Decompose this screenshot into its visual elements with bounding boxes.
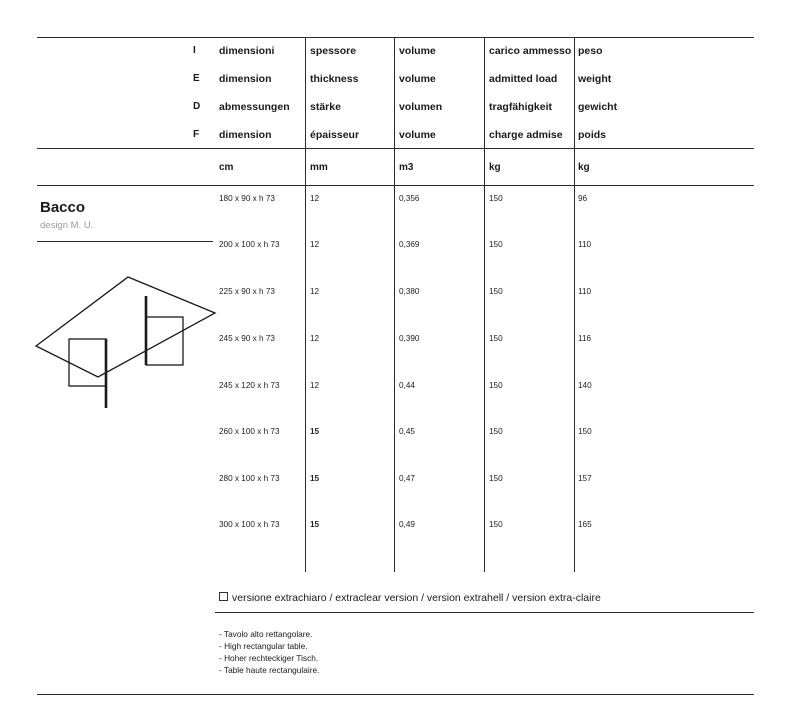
cell-weight: 110	[578, 287, 592, 296]
lang-code: I	[193, 45, 196, 56]
version-note-text: versione extrachiaro / extraclear version / version extrahell / version extra-claire	[232, 592, 601, 604]
units-rule	[37, 185, 754, 186]
table-top-outline	[36, 277, 215, 377]
top-rule	[37, 37, 754, 38]
header-dimension: dimension	[219, 129, 272, 141]
description-line: - Tavolo alto rettangolare.	[219, 629, 313, 639]
cell-thickness: 12	[310, 381, 320, 390]
cell-dimension: 260 x 100 x h 73	[219, 427, 280, 436]
cell-load: 150	[489, 474, 503, 483]
cell-dimension: 280 x 100 x h 73	[219, 474, 280, 483]
header-volume: volume	[399, 129, 436, 141]
cell-weight: 110	[578, 240, 592, 249]
product-designer: design M. U.	[40, 220, 94, 231]
cell-thickness: 15	[310, 427, 320, 436]
product-name: Bacco	[40, 199, 86, 216]
cell-dimension: 300 x 100 x h 73	[219, 520, 280, 529]
header-load: carico ammesso	[489, 45, 572, 57]
cell-volume: 0,356	[399, 194, 420, 203]
lang-code: D	[193, 101, 201, 112]
header-dimension: dimensioni	[219, 45, 275, 57]
cell-volume: 0,45	[399, 427, 415, 436]
cell-dimension: 200 x 100 x h 73	[219, 240, 280, 249]
cell-volume: 0,47	[399, 474, 415, 483]
cell-dimension: 245 x 120 x h 73	[219, 381, 280, 390]
unit-load: kg	[489, 162, 501, 173]
header-load: charge admise	[489, 129, 563, 141]
cell-volume: 0,390	[399, 334, 420, 343]
col-sep-weight	[574, 37, 575, 572]
unit-volume: m3	[399, 162, 414, 173]
header-thickness: spessore	[310, 45, 357, 57]
cell-volume: 0,380	[399, 287, 420, 296]
header-weight: weight	[578, 73, 612, 85]
bottom-rule	[37, 694, 754, 695]
header-thickness: épaisseur	[310, 129, 360, 141]
cell-weight: 96	[578, 194, 588, 203]
header-thickness: stärke	[310, 101, 341, 113]
leg-frame-left	[69, 339, 106, 386]
description-line: - High rectangular table.	[219, 641, 308, 651]
description-line: - Table haute rectangulaire.	[219, 665, 320, 675]
header-volume: volume	[399, 73, 436, 85]
lang-code: F	[193, 129, 200, 140]
lang-code: E	[193, 73, 200, 84]
cell-load: 150	[489, 240, 503, 249]
cell-weight: 150	[578, 427, 592, 436]
unit-dimension: cm	[219, 162, 234, 173]
cell-load: 150	[489, 334, 503, 343]
cell-dimension: 245 x 90 x h 73	[219, 334, 275, 343]
cell-load: 150	[489, 194, 503, 203]
cell-volume: 0,49	[399, 520, 415, 529]
unit-thickness: mm	[310, 162, 328, 173]
header-dimension: abmessungen	[219, 101, 290, 113]
cell-dimension: 180 x 90 x h 73	[219, 194, 275, 203]
cell-thickness: 12	[310, 194, 320, 203]
header-volume: volumen	[399, 101, 443, 113]
header-thickness: thickness	[310, 73, 359, 85]
header-load: tragfähigkeit	[489, 101, 553, 113]
cell-volume: 0,44	[399, 381, 415, 390]
cell-weight: 165	[578, 520, 592, 529]
cell-load: 150	[489, 381, 503, 390]
product-rule	[37, 241, 213, 242]
cell-load: 150	[489, 427, 503, 436]
cell-thickness: 15	[310, 474, 320, 483]
header-weight: poids	[578, 129, 606, 141]
cell-load: 150	[489, 287, 503, 296]
cell-thickness: 12	[310, 287, 320, 296]
table-drawing	[30, 270, 220, 415]
cell-thickness: 12	[310, 240, 320, 249]
unit-weight: kg	[578, 162, 590, 173]
version-note	[219, 592, 601, 604]
cell-volume: 0,369	[399, 240, 420, 249]
cell-weight: 116	[578, 334, 592, 343]
cell-thickness: 15	[310, 520, 320, 529]
description-line: - Hoher rechteckiger Tisch.	[219, 653, 319, 663]
col-sep-volume	[394, 37, 395, 572]
version-rule	[215, 612, 754, 613]
cell-thickness: 12	[310, 334, 320, 343]
cell-load: 150	[489, 520, 503, 529]
col-sep-thickness	[305, 37, 306, 572]
header-weight: gewicht	[578, 101, 618, 113]
header-weight: peso	[578, 45, 603, 57]
cell-dimension: 225 x 90 x h 73	[219, 287, 275, 296]
header-volume: volume	[399, 45, 436, 57]
cell-weight: 140	[578, 381, 592, 390]
header-rule	[37, 148, 754, 149]
header-dimension: dimension	[219, 73, 272, 85]
col-sep-load	[484, 37, 485, 572]
empty-square-icon	[219, 592, 228, 601]
cell-weight: 157	[578, 474, 592, 483]
header-load: admitted load	[489, 73, 558, 85]
